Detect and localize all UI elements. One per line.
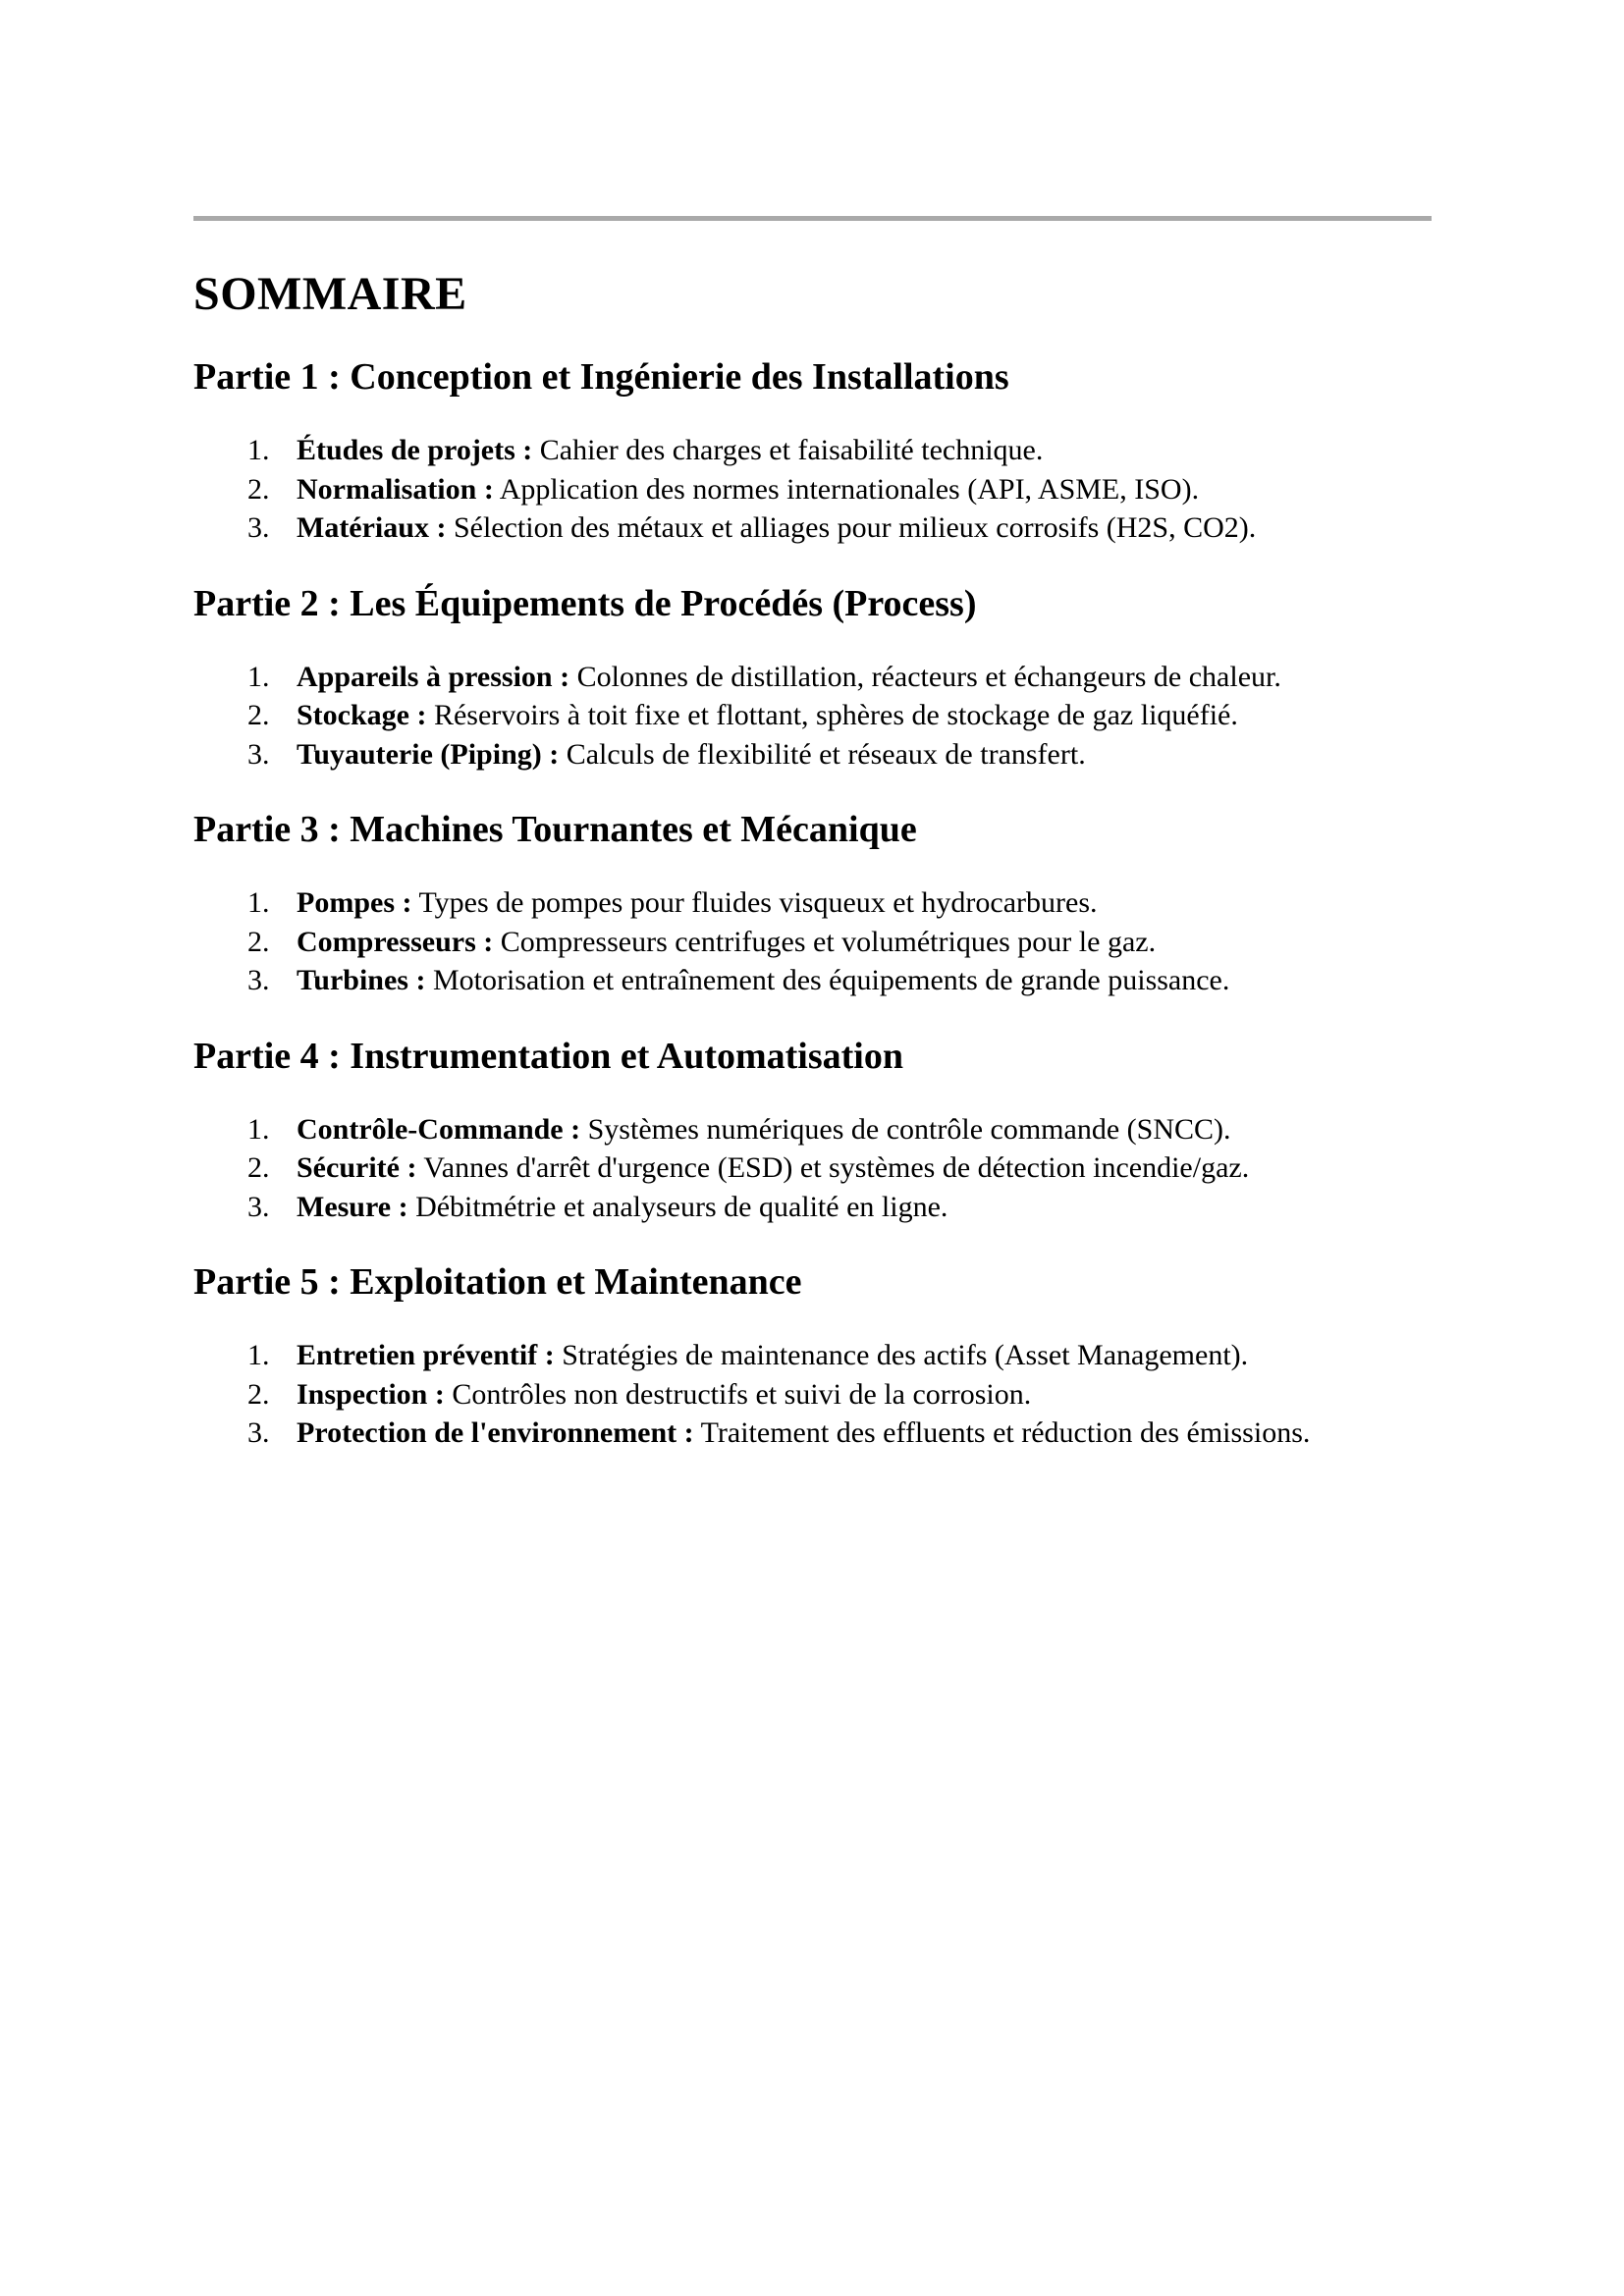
toc-item bbox=[247, 1188, 1432, 1227]
item-number: 1. bbox=[247, 660, 270, 693]
section-1-heading: Partie 1 : Conception et Ingénierie des Installations bbox=[193, 356, 1009, 398]
item-text: Motorisation et entraînement des équipements de grande puissance. bbox=[432, 964, 1230, 996]
item-label: Mesure : bbox=[297, 1190, 408, 1223]
toc-item bbox=[247, 1414, 1432, 1453]
item-number: 3. bbox=[247, 511, 270, 544]
item-body bbox=[297, 431, 1043, 470]
toc-item bbox=[247, 1110, 1432, 1149]
toc-item bbox=[247, 696, 1432, 735]
item-text: Traitement des effluents et réduction des émissions. bbox=[700, 1416, 1311, 1449]
item-text: Types de pompes pour fluides visqueux et hydrocarbures. bbox=[418, 886, 1098, 919]
toc-item bbox=[247, 1375, 1432, 1415]
item-number: 2. bbox=[247, 472, 270, 506]
item-label: Matériaux : bbox=[297, 511, 447, 544]
section-5-list bbox=[247, 1336, 1432, 1453]
item-label: Turbines : bbox=[297, 964, 426, 996]
item-number: 1. bbox=[247, 1339, 270, 1371]
item-label: Normalisation : bbox=[297, 472, 494, 506]
item-text: Réservoirs à toit fixe et flottant, sphères de stockage de gaz liquéfié. bbox=[433, 699, 1238, 731]
item-body bbox=[297, 1110, 1231, 1149]
section-2-heading: Partie 2 : Les Équipements de Procédés (Process) bbox=[193, 582, 977, 624]
item-body bbox=[297, 1188, 947, 1227]
item-body bbox=[297, 923, 1156, 962]
item-number: 2. bbox=[247, 925, 270, 958]
section-2-list bbox=[247, 658, 1432, 774]
toc-item bbox=[247, 883, 1432, 923]
toc-item bbox=[247, 470, 1432, 509]
item-body bbox=[297, 470, 1199, 509]
page-title: SOMMAIRE bbox=[193, 268, 467, 320]
item-text: Vannes d'arrêt d'urgence (ESD) et systèmes de détection incendie/gaz. bbox=[423, 1151, 1250, 1184]
item-number: 1. bbox=[247, 1112, 270, 1146]
toc-item bbox=[247, 735, 1432, 774]
item-number: 3. bbox=[247, 964, 270, 996]
toc-item bbox=[247, 1336, 1432, 1375]
item-label: Entretien préventif : bbox=[297, 1339, 555, 1371]
section-3 bbox=[193, 808, 1432, 1000]
item-text: Contrôles non destructifs et suivi de la corrosion. bbox=[452, 1377, 1032, 1411]
item-text: Débitmétrie et analyseurs de qualité en ligne. bbox=[415, 1190, 948, 1223]
item-text: Stratégies de maintenance des actifs (Asset Management). bbox=[562, 1339, 1249, 1371]
toc-item bbox=[247, 431, 1432, 470]
item-body bbox=[297, 735, 1086, 774]
section-4 bbox=[193, 1035, 1432, 1227]
item-body bbox=[297, 1336, 1248, 1375]
item-text: Compresseurs centrifuges et volumétriques pour le gaz. bbox=[500, 925, 1157, 958]
section-4-list bbox=[247, 1110, 1432, 1227]
item-body bbox=[297, 961, 1229, 1000]
item-text: Colonnes de distillation, réacteurs et échangeurs de chaleur. bbox=[576, 660, 1281, 693]
item-body bbox=[297, 1375, 1031, 1415]
section-5-heading: Partie 5 : Exploitation et Maintenance bbox=[193, 1261, 802, 1303]
item-body bbox=[297, 1414, 1310, 1453]
item-body bbox=[297, 658, 1281, 697]
item-body bbox=[297, 696, 1238, 735]
item-number: 2. bbox=[247, 1151, 270, 1184]
item-label: Protection de l'environnement : bbox=[297, 1416, 694, 1449]
item-number: 1. bbox=[247, 434, 270, 466]
section-5 bbox=[193, 1260, 1432, 1453]
section-3-list bbox=[247, 883, 1432, 1000]
item-text: Cahier des charges et faisabilité technique. bbox=[539, 434, 1044, 466]
item-body bbox=[297, 508, 1256, 548]
item-label: Contrôle-Commande : bbox=[297, 1112, 581, 1146]
item-label: Tuyauterie (Piping) : bbox=[297, 737, 560, 771]
item-number: 3. bbox=[247, 1190, 270, 1223]
toc-item bbox=[247, 658, 1432, 697]
item-label: Compresseurs : bbox=[297, 925, 494, 958]
toc-item bbox=[247, 923, 1432, 962]
item-label: Appareils à pression : bbox=[297, 660, 570, 693]
item-body bbox=[297, 883, 1098, 923]
section-3-heading: Partie 3 : Machines Tournantes et Mécanique bbox=[193, 809, 917, 850]
item-number: 2. bbox=[247, 699, 270, 731]
item-number: 3. bbox=[247, 737, 270, 771]
section-2 bbox=[193, 582, 1432, 774]
item-label: Stockage : bbox=[297, 699, 427, 731]
section-1 bbox=[193, 355, 1432, 548]
item-number: 3. bbox=[247, 1416, 270, 1449]
item-text: Systèmes numériques de contrôle commande (SNCC). bbox=[587, 1112, 1231, 1146]
top-rule-divider bbox=[193, 216, 1432, 221]
item-label: Inspection : bbox=[297, 1377, 445, 1411]
toc-item bbox=[247, 1148, 1432, 1188]
item-number: 2. bbox=[247, 1377, 270, 1411]
section-1-list bbox=[247, 431, 1432, 548]
toc-item bbox=[247, 508, 1432, 548]
item-text: Sélection des métaux et alliages pour milieux corrosifs (H2S, CO2). bbox=[453, 511, 1257, 544]
item-label: Études de projets : bbox=[297, 434, 533, 466]
toc-item bbox=[247, 961, 1432, 1000]
item-label: Sécurité : bbox=[297, 1151, 417, 1184]
item-text: Application des normes internationales (API, ASME, ISO). bbox=[499, 472, 1200, 506]
section-4-heading: Partie 4 : Instrumentation et Automatisation bbox=[193, 1035, 903, 1077]
item-label: Pompes : bbox=[297, 886, 412, 919]
item-number: 1. bbox=[247, 886, 270, 919]
item-text: Calculs de flexibilité et réseaux de transfert. bbox=[566, 737, 1086, 771]
item-body bbox=[297, 1148, 1249, 1188]
